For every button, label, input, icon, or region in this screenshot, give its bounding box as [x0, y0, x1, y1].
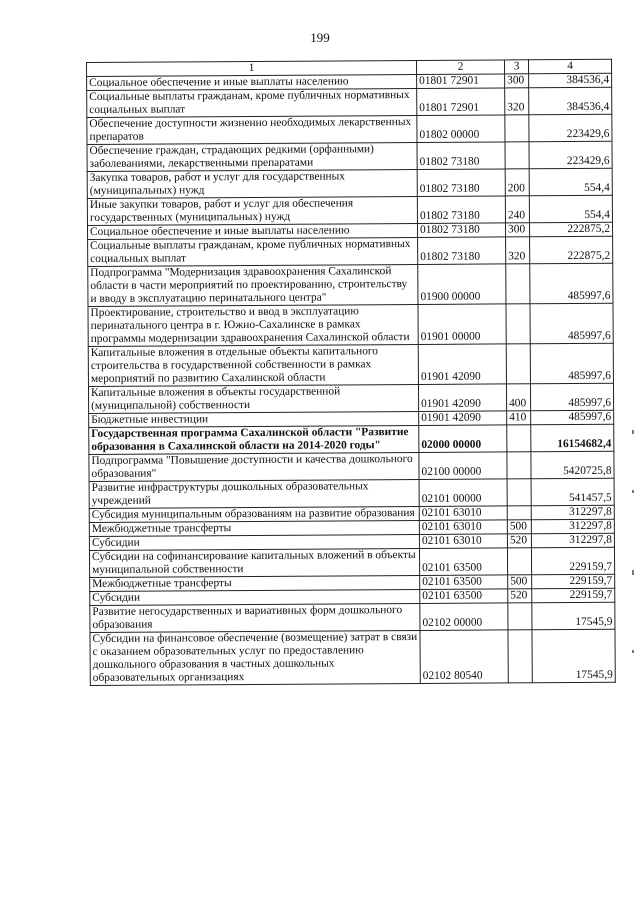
row-sum-cell: 223429,6: [529, 114, 612, 142]
scan-mark: [632, 490, 634, 493]
row-vr-cell: 520: [508, 589, 532, 603]
row-vr-cell: 320: [505, 88, 529, 115]
row-code-cell: 01802 73180: [418, 237, 506, 265]
row-sum-cell: 384536,4: [529, 73, 612, 88]
table-row: [88, 236, 613, 266]
scan-mark: [632, 570, 634, 575]
row-code-cell: 01802 73180: [417, 223, 505, 238]
row-name-cell: Субсидии на софинансирование капитальных вложений в объекты муниципальной собственности: [89, 548, 419, 577]
budget-table: [86, 59, 616, 686]
row-name-cell: Социальное обеспечение и иные выплаты населению: [87, 74, 417, 90]
row-name-cell: Социальное обеспечение и иные выплаты населению: [87, 223, 417, 239]
row-code-cell: 01802 73180: [417, 142, 505, 170]
row-sum-cell: 16154682,4: [531, 424, 614, 452]
row-vr-cell: 200: [505, 169, 529, 196]
row-vr-cell: [506, 264, 530, 304]
row-sum-cell: 222875,2: [529, 222, 612, 237]
table-row: [88, 263, 613, 306]
row-code-cell: 01801 72901: [417, 74, 505, 89]
row-code-cell: 02101 63010: [419, 534, 507, 549]
row-sum-cell: 222875,2: [530, 236, 613, 264]
table-row: [89, 451, 614, 481]
row-code-cell: 02101 63500: [419, 548, 507, 576]
row-vr-cell: [507, 425, 531, 452]
row-vr-cell: 500: [508, 575, 532, 589]
header-col-1: 1: [87, 60, 417, 76]
budget-table-container: [86, 59, 615, 686]
row-sum-cell: 229159,7: [532, 574, 615, 589]
row-sum-cell: 485997,6: [530, 303, 613, 344]
row-vr-cell: [508, 630, 532, 683]
row-code-cell: 02101 63500: [420, 575, 508, 590]
row-code-cell: 01801 72901: [417, 88, 505, 116]
row-code-cell: 02101 00000: [419, 479, 507, 507]
row-name-cell: Государственная программа Сахалинской области "Развитие образования в Сахалинской области на 2014-2020 годы": [89, 425, 419, 454]
table-row: [89, 424, 614, 454]
row-sum-cell: 554,4: [529, 168, 612, 196]
page-number: 199: [310, 30, 330, 45]
row-code-cell: 01901 00000: [418, 304, 506, 345]
scan-margin-marks: [628, 430, 634, 730]
row-name-cell: Развитие негосударственных и вариативных форм дошкольного образования: [90, 603, 420, 632]
table-row: [90, 629, 615, 685]
row-sum-cell: 554,4: [529, 195, 612, 223]
row-code-cell: 02000 00000: [419, 425, 507, 453]
row-code-cell: 02102 80540: [420, 630, 508, 684]
row-sum-cell: 229159,7: [532, 588, 615, 603]
row-name-cell: Межбюджетные трансферты: [90, 575, 420, 591]
row-code-cell: 02101 63010: [419, 506, 507, 521]
row-name-cell: Субсидии на финансовое обеспечение (возмещение) затрат в связи с оказанием образовательных услуг по предоставлению дошкольного образования в частных дошкольных образовательных организациях: [90, 630, 420, 685]
row-sum-cell: 17545,9: [532, 602, 615, 630]
row-name-cell: Капитальные вложения в объекты государственной (муниципальной) собственности: [88, 384, 418, 413]
row-sum-cell: 312297,8: [531, 505, 614, 520]
row-vr-cell: 240: [505, 196, 529, 223]
row-name-cell: Проектирование, строительство и ввод в эксплуатацию перинатального центра в г. Южно-Сахалинске в рамках программы модернизации здравоохранения Сахалинской области: [88, 304, 418, 346]
table-row: [89, 478, 614, 508]
table-row: [88, 383, 613, 413]
row-sum-cell: 17545,9: [532, 629, 615, 683]
scan-mark: [632, 650, 634, 653]
row-code-cell: 01901 42090: [418, 384, 506, 412]
row-sum-cell: 223429,6: [529, 141, 612, 169]
row-vr-cell: 500: [507, 520, 531, 534]
row-code-cell: 01802 73180: [417, 169, 505, 197]
table-row: [88, 343, 613, 386]
row-code-cell: 01901 42090: [418, 344, 506, 385]
row-vr-cell: 520: [507, 534, 531, 548]
row-name-cell: Субсидии: [89, 534, 419, 550]
row-vr-cell: [507, 452, 531, 479]
table-row: [89, 547, 614, 577]
row-vr-cell: 400: [506, 384, 530, 411]
row-name-cell: Обеспечение доступности жизненно необходимых лекарственных препаратов: [87, 115, 417, 144]
table-row: [87, 87, 612, 117]
row-name-cell: Субсидия муниципальным образованиям на развитие образования: [89, 506, 419, 522]
row-code-cell: 01901 42090: [419, 411, 507, 426]
row-code-cell: 02100 00000: [419, 452, 507, 480]
row-vr-cell: 300: [505, 74, 529, 88]
row-vr-cell: [505, 115, 529, 142]
row-name-cell: Капитальные вложения в отдельные объекты капитального строительства в государственной собственности в рамках мероприятий по развитию Сахалинской области: [88, 344, 418, 386]
row-name-cell: Социальные выплаты гражданам, кроме публичных нормативных социальных выплат: [88, 237, 418, 266]
table-row: [87, 114, 612, 144]
row-code-cell: 01900 00000: [418, 264, 506, 305]
row-sum-cell: 312297,8: [531, 533, 614, 548]
row-code-cell: 02101 63500: [420, 589, 508, 604]
row-sum-cell: 485997,6: [531, 410, 614, 425]
row-name-cell: Иные закупки товаров, работ и услуг для обеспечения государственных (муниципальных) нужд: [87, 196, 417, 225]
row-sum-cell: 485997,6: [530, 263, 613, 304]
row-code-cell: 01802 73180: [417, 196, 505, 224]
row-code-cell: 02101 63010: [419, 520, 507, 535]
table-body: [87, 73, 616, 685]
header-col-3: 3: [504, 60, 528, 74]
row-name-cell: Обеспечение граждан, страдающих редкими (орфанными) заболеваниями, лекарственными препаратами: [87, 142, 417, 171]
row-vr-cell: [506, 344, 530, 384]
row-vr-cell: [506, 304, 530, 344]
row-sum-cell: 485997,6: [530, 343, 613, 384]
header-col-2: 2: [416, 60, 504, 75]
row-vr-cell: 300: [505, 223, 529, 237]
table-row: [90, 602, 615, 632]
scan-mark: [632, 430, 634, 434]
row-name-cell: Бюджетные инвестиции: [89, 411, 419, 427]
row-name-cell: Межбюджетные трансферты: [89, 520, 419, 536]
row-name-cell: Развитие инфраструктуры дошкольных образовательных учреждений: [89, 479, 419, 508]
row-vr-cell: [508, 603, 532, 630]
row-vr-cell: [505, 142, 529, 169]
table-row: [87, 141, 612, 171]
row-name-cell: Закупка товаров, работ и услуг для государственных (муниципальных) нужд: [87, 169, 417, 198]
row-name-cell: Подпрограмма "Модернизация здравоохранения Сахалинской области в части мероприятий по проектированию, строительству и вводу в эксплуатацию перинатального центра": [88, 264, 418, 306]
table-row: [88, 303, 613, 346]
row-code-cell: 01802 00000: [417, 115, 505, 143]
row-vr-cell: [507, 506, 531, 520]
row-vr-cell: [507, 548, 531, 575]
row-code-cell: 02102 00000: [420, 603, 508, 631]
row-vr-cell: 410: [507, 411, 531, 425]
row-sum-cell: 229159,7: [531, 547, 614, 575]
row-sum-cell: 5420725,8: [531, 451, 614, 479]
header-col-4: 4: [528, 59, 611, 74]
row-sum-cell: 541457,5: [531, 478, 614, 506]
row-name-cell: Социальные выплаты гражданам, кроме публичных нормативных социальных выплат: [87, 88, 417, 117]
row-name-cell: Подпрограмма "Повышение доступности и качества дошкольного образования": [89, 452, 419, 481]
row-name-cell: Субсидии: [90, 589, 420, 605]
table-row: [87, 195, 612, 225]
table-row: [87, 168, 612, 198]
row-sum-cell: 384536,4: [529, 87, 612, 115]
row-sum-cell: 312297,8: [531, 519, 614, 534]
row-vr-cell: 320: [506, 237, 530, 264]
row-sum-cell: 485997,6: [530, 383, 613, 411]
row-vr-cell: [507, 479, 531, 506]
